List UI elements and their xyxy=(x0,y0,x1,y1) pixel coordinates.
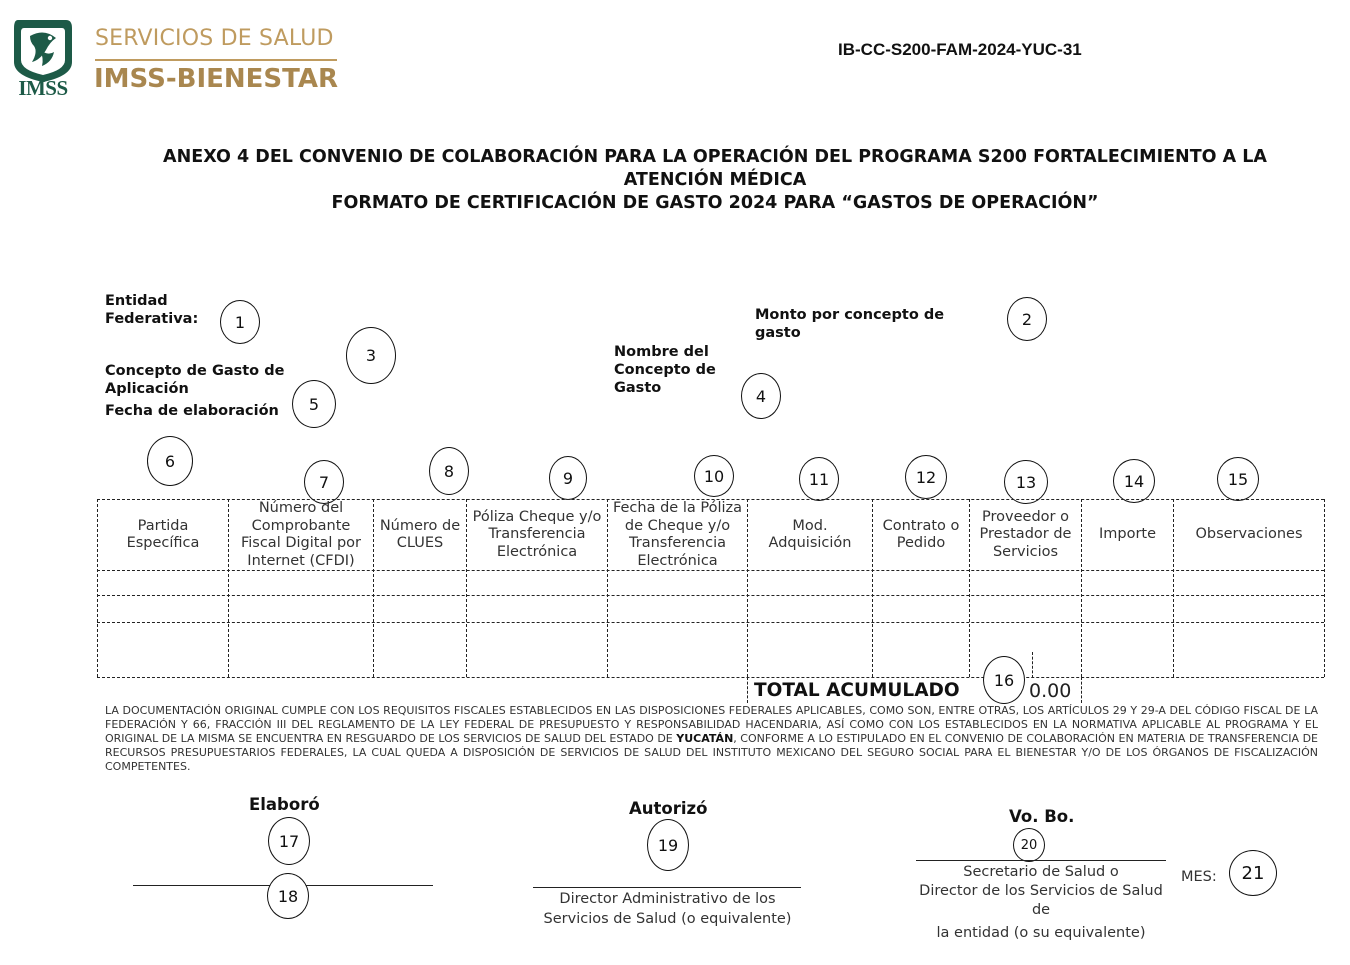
vobo-title-line2: Director de los Servicios de Salud xyxy=(919,883,1163,899)
col-header-contrato: Contrato o Pedido xyxy=(882,517,960,551)
marker-7: 7 xyxy=(304,460,344,504)
table-col-line xyxy=(1324,499,1325,677)
autorizo-title-line1: Director Administrativo de los xyxy=(559,891,776,907)
table-col-line xyxy=(466,499,467,677)
legal-state: YUCATÁN xyxy=(676,732,734,745)
vobo-label: Vo. Bo. xyxy=(1009,807,1075,826)
table-header-bottom xyxy=(97,570,1324,571)
marker-1: 1 xyxy=(220,300,260,344)
document-code: IB-CC-S200-FAM-2024-YUC-31 xyxy=(838,40,1082,59)
marker-17: 17 xyxy=(268,817,310,865)
marker-18: 18 xyxy=(267,873,309,919)
table-col-line xyxy=(1081,499,1082,677)
vobo-title xyxy=(905,863,1177,943)
marker-14: 14 xyxy=(1113,459,1155,503)
table-row-line-1 xyxy=(97,595,1324,596)
vobo-signature-line xyxy=(916,860,1166,861)
col-header-partida: Partida Específica xyxy=(126,517,200,551)
col-header-observaciones: Observaciones xyxy=(1195,526,1303,543)
legal-text-1: LA DOCUMENTACIÓN ORIGINAL CUMPLE CON LOS REQUISITOS FISCALES ESTABLECIDOS EN LAS DISPOSICIONES FEDERALES APLICABLES, COMO SON, ENTRE OTRAS, LOS ARTÍCULOS 29 Y 29-A DEL CÓDIGO FISCAL DE LA FEDERACIÓN Y 66, FRACCIÓN III DEL REGLAMENTO DE LA LEY FEDERAL DE PRESUPUESTO Y RESPONSABILIDAD HACENDARIA, ASÍ COMO CON LOS ESTABLECIDOS EN LA NORMATIVA APLICABLE AL PROGRAMA Y EL ORIGINAL DE LA MISMA SE ENCUENTRA EN RESGUARDO DE LOS SERVICIOS DE SALUD DEL ESTADO DE xyxy=(105,704,1318,745)
entidad-label-line2: Federativa: xyxy=(105,311,199,327)
table-col-line xyxy=(747,499,748,677)
mes-label: MES: xyxy=(1181,869,1217,885)
table-col-line xyxy=(1173,499,1174,677)
total-box-right xyxy=(1081,677,1082,703)
table-row-line-2 xyxy=(97,622,1324,623)
title-line-2: ATENCIÓN MÉDICA xyxy=(623,170,807,190)
marker-5: 5 xyxy=(292,380,336,428)
entidad-label-line1: Entidad xyxy=(105,293,168,309)
table-col-line xyxy=(373,499,374,677)
marker-8: 8 xyxy=(429,447,469,495)
table-col-line xyxy=(228,499,229,677)
monto-label-line2: gasto xyxy=(755,325,801,341)
marker-3: 3 xyxy=(346,327,396,384)
nombre-concepto-line1: Nombre del xyxy=(614,344,709,360)
imss-logo xyxy=(10,16,76,100)
nombre-concepto-line2: Concepto de xyxy=(614,362,716,378)
marker-10: 10 xyxy=(694,455,734,497)
col-header-proveedor: Proveedor o Prestador de Servicios xyxy=(979,508,1072,560)
col-header-fecha-poliza: Fecha de la Póliza de Cheque y/o Transferencia Electrónica xyxy=(612,500,743,569)
marker-21: 21 xyxy=(1229,850,1277,896)
table-col-line xyxy=(97,499,98,677)
concepto-aplicacion-label xyxy=(105,362,284,398)
brand-divider xyxy=(95,59,337,61)
col-header-clues: Número de CLUES xyxy=(379,517,461,551)
nombre-concepto-line3: Gasto xyxy=(614,380,662,396)
nombre-concepto-label xyxy=(614,343,716,397)
total-value: 0.00 xyxy=(1029,680,1072,702)
col-header-mod-adquisicion: Mod. Adquisición xyxy=(768,517,852,551)
autorizo-title xyxy=(520,889,815,929)
marker-15: 15 xyxy=(1217,457,1259,501)
col-header-poliza: Póliza Cheque y/o Transferencia Electrónica xyxy=(472,508,602,560)
brand-line-2: IMSS-BIENESTAR xyxy=(94,64,338,94)
brand-line-1: SERVICIOS DE SALUD xyxy=(95,26,334,51)
monto-label-line1: Monto por concepto de xyxy=(755,307,945,323)
table-col-line xyxy=(872,499,873,677)
total-box-divider xyxy=(1032,652,1033,678)
marker-12: 12 xyxy=(905,455,947,499)
marker-20: 20 xyxy=(1013,828,1045,862)
marker-16: 16 xyxy=(983,656,1025,704)
logo-text: IMSS xyxy=(18,76,68,100)
fecha-elaboracion-label: Fecha de elaboración xyxy=(105,403,279,419)
entidad-label xyxy=(105,292,198,328)
legal-notice xyxy=(105,704,1318,774)
vobo-title-line1: Secretario de Salud o xyxy=(963,864,1119,880)
marker-6: 6 xyxy=(147,436,193,486)
marker-11: 11 xyxy=(799,457,839,501)
total-box-left xyxy=(747,677,748,703)
marker-4: 4 xyxy=(741,373,781,419)
autorizo-signature-line xyxy=(533,887,801,888)
table-col-line xyxy=(607,499,608,677)
col-header-importe: Importe xyxy=(1098,526,1157,543)
table-bottom-border xyxy=(97,677,1324,678)
marker-9: 9 xyxy=(549,456,587,500)
marker-19: 19 xyxy=(647,819,689,871)
vobo-title-line3: de xyxy=(1031,902,1051,918)
table-col-line xyxy=(969,499,970,677)
legal-text-2: , CONFORME A LO ESTIPULADO EN EL CONVENIO DE COLABORACIÓN EN MATERIA DE TRANSFERENCIA DE RECURSOS PRESUPUESTARIOS FEDERALES, LA CUAL QUEDA A DISPOSICIÓN DE SERVICIOS DE SALUD DEL INSTITUTO MEXICANO DEL SEGURO SOCIAL PARA EL BIENESTAR Y/O DE LOS ÓRGANOS DE FISCALIZACIÓN COMPETENTES. xyxy=(105,732,1319,773)
autorizo-label: Autorizó xyxy=(629,799,708,818)
title-line-3: FORMATO DE CERTIFICACIÓN DE GASTO 2024 PARA “GASTOS DE OPERACIÓN” xyxy=(331,193,1099,213)
elaboro-label: Elaboró xyxy=(249,795,320,814)
vobo-title-line4: la entidad (o su equivalente) xyxy=(936,925,1146,941)
monto-label xyxy=(755,306,944,342)
total-label: TOTAL ACUMULADO xyxy=(754,680,960,701)
concepto-aplicacion-line2: Aplicación xyxy=(105,381,189,397)
marker-2: 2 xyxy=(1007,297,1047,341)
marker-13: 13 xyxy=(1004,460,1048,504)
autorizo-title-line2: Servicios de Salud (o equivalente) xyxy=(543,911,792,927)
col-header-cfdi: Número del Comprobante Fiscal Digital por Internet (CFDI) xyxy=(240,500,362,569)
concepto-aplicacion-line1: Concepto de Gasto de xyxy=(105,363,285,379)
title-line-1: ANEXO 4 DEL CONVENIO DE COLABORACIÓN PARA LA OPERACIÓN DEL PROGRAMA S200 FORTALECIMIENTO A LA xyxy=(163,147,1267,167)
